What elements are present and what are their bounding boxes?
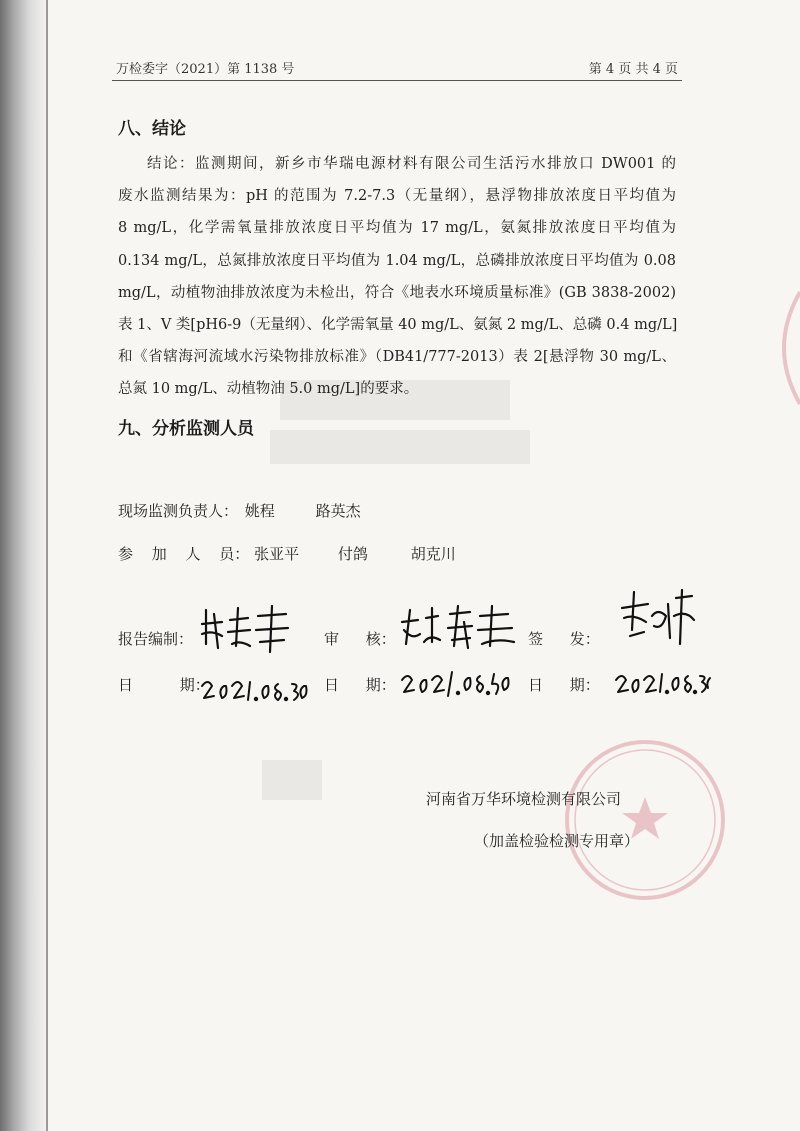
- participants-row: [118, 543, 456, 564]
- handwritten-date: [198, 672, 308, 706]
- person-name: 付鸽: [337, 545, 368, 563]
- page-header: [112, 56, 682, 80]
- seal-note: （加盖检验检测专用章）: [474, 832, 640, 850]
- handwritten-date: [612, 664, 714, 700]
- conclusion-line: 表 1、V 类[pH6-9（无量纲）、化学需氧量 40 mg/L、氨氮 2 mg/L、总磷 0.4 mg/L]: [118, 317, 678, 334]
- reviewed-by-signature: [398, 600, 520, 654]
- participants-label: 参 加 人 员：: [118, 545, 250, 563]
- partial-seal-edge: [764, 288, 800, 408]
- conclusion-line: 废水监测结果为：pH 的范围为 7.2-7.3（无量纲），悬浮物排放浓度日平均值为: [118, 188, 676, 205]
- conclusion-line: 8 mg/L，化学需氧量排放浓度日平均值为 17 mg/L，氨氮排放浓度日平均值为: [118, 220, 676, 237]
- page-number: 第 4 页 共 4 页: [588, 62, 678, 77]
- person-name: 姚程: [244, 502, 275, 520]
- date-label: 日 期：: [528, 676, 600, 694]
- field-supervisor-label: 现场监测负责人：: [118, 502, 239, 520]
- prepared-by-signature: [196, 600, 296, 656]
- section-9-title: 九、分析监测人员: [118, 419, 254, 439]
- conclusion-paragraph: [118, 148, 676, 406]
- prepared-by-label: 报告编制：: [118, 630, 194, 648]
- handwritten-date: [398, 664, 510, 700]
- company-seal: [560, 735, 730, 905]
- date-label: 日 期：: [118, 676, 210, 694]
- conclusion-line: 总氮 10 mg/L、动植物油 5.0 mg/L]的要求。: [118, 381, 419, 398]
- document-number: 万检委字（2021）第 1138 号: [116, 62, 295, 77]
- field-supervisor-row: [118, 500, 361, 521]
- issued-by-signature: [616, 586, 696, 652]
- conclusion-line: 和《省辖海河流域水污染物排放标准》（DB41/777-2013）表 2[悬浮物 30 mg/L、: [118, 349, 676, 366]
- reviewed-by-label: 审 核：: [324, 630, 396, 648]
- conclusion-line: mg/L，动植物油排放浓度为未检出，符合《地表水环境质量标准》(GB 3838-2002): [118, 284, 676, 301]
- conclusion-line: 结论：监测期间，新乡市华瑞电源材料有限公司生活污水排放口 DW001 的: [147, 156, 676, 172]
- date-label: 日 期：: [324, 676, 396, 694]
- conclusion-line: 0.134 mg/L，总氮排放浓度日平均值为 1.04 mg/L，总磷排放浓度日平均值为 0.08: [118, 252, 676, 269]
- company-name: 河南省万华环境检测有限公司: [426, 790, 622, 808]
- section-8-title: 八、结论: [118, 119, 186, 139]
- person-name: 张亚平: [254, 545, 300, 563]
- person-name: 胡克川: [410, 545, 456, 563]
- person-name: 路英杰: [315, 502, 361, 520]
- issued-by-label: 签 发：: [528, 630, 600, 648]
- header-divider: [112, 80, 682, 81]
